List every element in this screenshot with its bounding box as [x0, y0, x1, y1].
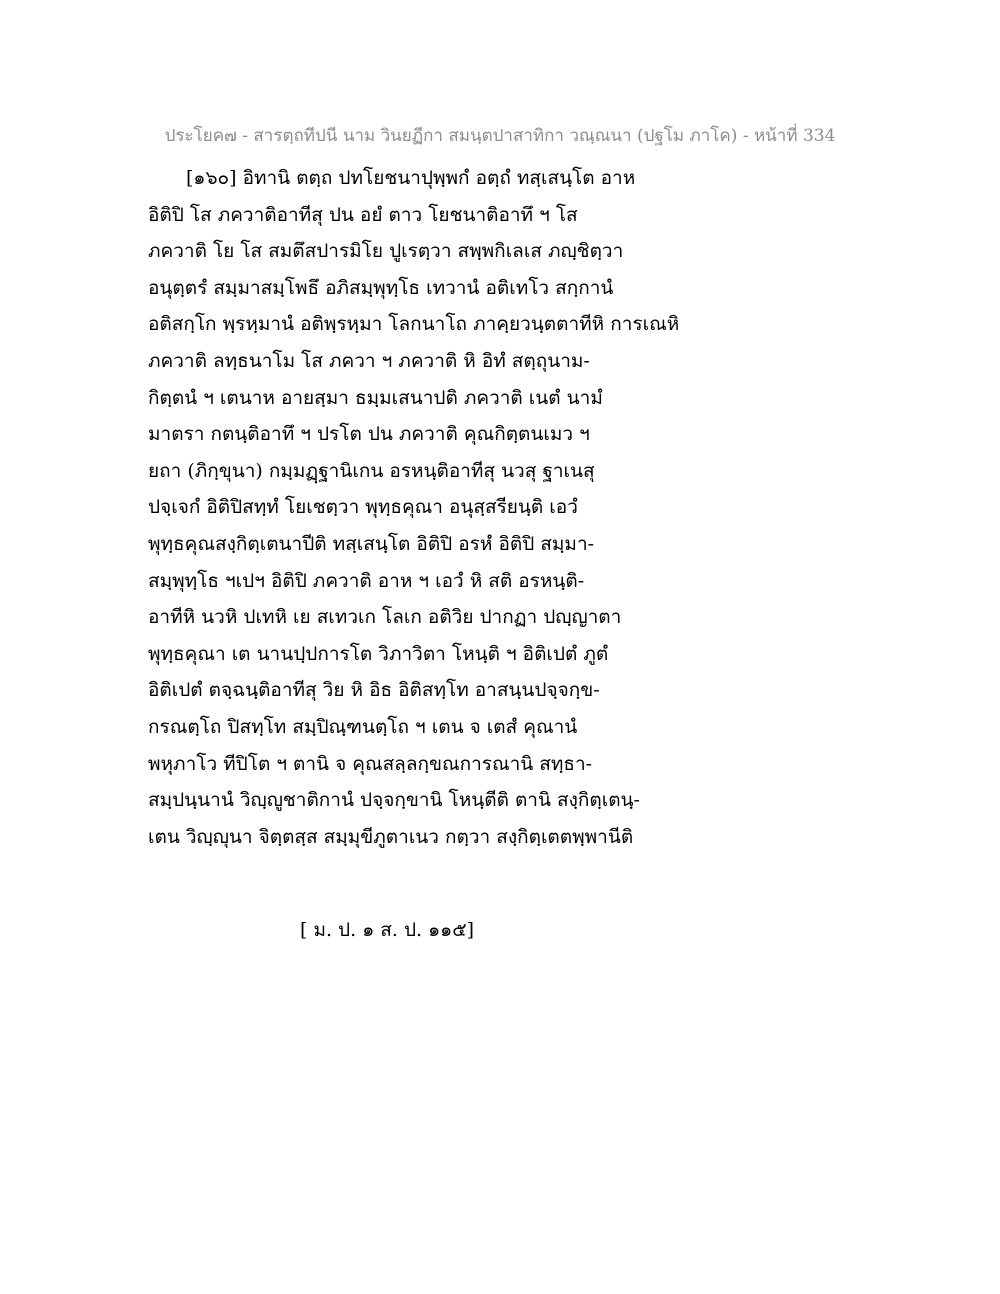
- paragraph-line: ยถา (ภิกฺขุนา) กมฺมฏฺฐานิเกน อรหนฺติอาทีสุ นวสุ ฐาเนสุ: [148, 459, 595, 482]
- paragraph-line: ภควาติ ลทฺธนาโม โส ภควา ฯ ภควาติ หิ อิทํ สตฺถุนาม-: [148, 349, 590, 372]
- paragraph-line: อิติปิ โส ภควาติอาทีสุ ปน อยํ ตาว โยชนาติอาทึ ฯ โส: [148, 203, 578, 226]
- paragraph-line: ภควาติ โย โส สมตึสปารมิโย ปูเรตฺวา สพฺพกิเลเส ภญฺชิตฺวา: [148, 240, 624, 263]
- paragraph-line: อนุตฺตรํ สมฺมาสมฺโพธึ อภิสมฺพุทฺโธ เทวานํ อติเทโว สกฺกานํ: [148, 276, 614, 299]
- paragraph-line: อิติเปตํ ตจฺฉนฺติอาทีสุ วิย หิ อิธ อิติสทฺโท อาสนฺนปจฺจกฺข-: [148, 679, 600, 702]
- paragraph-line: กิตฺตนํ ฯ เตนาห อายสฺมา ธมฺมเสนาปติ ภควาติ เนตํ นามํ: [148, 386, 603, 409]
- citation-reference: [ ม. ป. ๑ ส. ป. ๑๑๕]: [300, 919, 475, 941]
- paragraph-line: กรณตฺโถ ปิสทฺโท สมฺปิณฺฑนตฺโถ ฯ เตน จ เตสํ คุณานํ: [148, 715, 578, 738]
- paragraph-line: สมฺปนฺนานํ วิญฺญูชาติกานํ ปจฺจกฺขานิ โหนฺตีติ ตานิ สงฺกิตฺเตนฺ-: [148, 789, 640, 812]
- paragraph-line: อติสกฺโก พฺรหฺมานํ อติพฺรหฺมา โลกนาโถ ภาคฺยวนฺตตาทีหิ การเณหิ: [148, 313, 680, 336]
- paragraph-line: พหุภาโว ทีปิโต ฯ ตานิ จ คุณสลฺลกฺขณการณานิ สทฺธา-: [148, 752, 593, 775]
- paragraph-line: อาทีหิ นวหิ ปเทหิ เย สเทวเก โลเก อติวิย ปากฏา ปญฺญาตา: [148, 606, 622, 629]
- paragraph-line: ปจฺเจกํ อิติปิสทฺทํ โยเชตฺวา พุทฺธคุณา อนุสฺสรียนฺติ เอวํ: [148, 496, 578, 519]
- paragraph-line: เตน วิญฺญุนา จิตฺตสฺส สมฺมุขีภูตาเนว กตฺวา สงฺกิตฺเตตพฺพานีติ: [148, 825, 634, 848]
- paragraph-line: [๑๖๐] อิทานิ ตตฺถ ปทโยชนาปุพฺพกํ อตฺถํ ทสฺเสนฺโต อาห: [186, 167, 636, 189]
- paragraph-line: สมฺพุทฺโธ ฯเปฯ อิติปิ ภควาติ อาห ฯ เอวํ หิ สติ อรหนฺติ-: [148, 569, 585, 592]
- running-header: ประโยค๗ - สารตฺถทีปนี นาม วินยฏีกา สมนฺตปาสาทิกา วณฺณนา (ปฐโม ภาโค) - หน้าที่ 334: [164, 126, 836, 146]
- paragraph-line: พุทฺธคุณสงฺกิตฺเตนาปีติ ทสฺเสนฺโต อิติปิ อรหํ อิติปิ สมฺมา-: [148, 532, 595, 555]
- paragraph-line: พุทฺธคุณา เต นานปฺปการโต วิภาวิตา โหนฺติ ฯ อิติเปตํ ภูตํ: [148, 642, 609, 665]
- body-text: [148, 160, 708, 855]
- paragraph-line: มาตรา กตนฺติอาทึ ฯ ปรโต ปน ภควาติ คุณกิตฺตนเมว ฯ: [148, 423, 590, 446]
